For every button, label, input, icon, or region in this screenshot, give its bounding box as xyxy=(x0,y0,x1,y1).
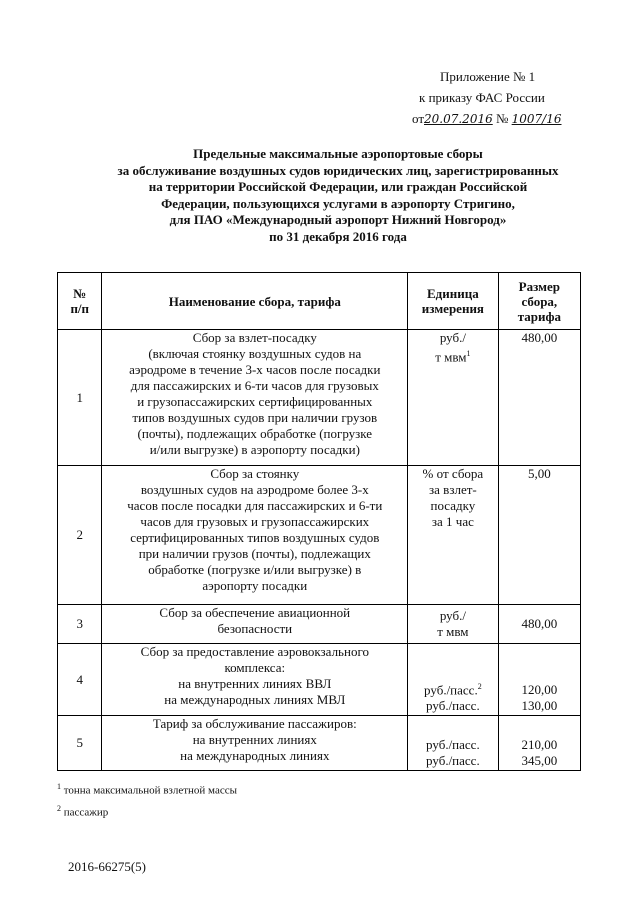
row-value: 5,00 xyxy=(498,466,580,605)
row-value: 120,00 130,00 xyxy=(498,644,580,716)
row-num: 2 xyxy=(58,466,102,605)
title-line: на территории Российской Федерации, или граждан Российской xyxy=(148,179,528,194)
table-row xyxy=(58,644,581,716)
row-name: Сбор за обеспечение авиационной безопасности xyxy=(102,605,408,644)
row-num: 3 xyxy=(58,605,102,644)
row-unit: руб./ т мвм$^1$ xyxy=(408,330,499,466)
title-line: за обслуживание воздушных судов юридических лиц, зарегистрированных xyxy=(117,162,559,178)
header-num: № п/п xyxy=(58,273,102,330)
appendix-line2: к приказу ФАС России xyxy=(419,90,545,105)
order-date-prefix: от xyxy=(412,111,425,126)
order-number-label: № xyxy=(495,111,509,126)
table-row xyxy=(58,466,581,605)
document-title xyxy=(70,146,606,245)
row-name: Сбор за взлет-посадку (включая стоянку воздушных судов на аэродроме в течение 3-х часов после посадки для пассажирских и 6-ти часов для грузовых и грузопассажирских сертифицированных типов воздушных судов при наличии грузов (почты), подлежащих обработке (погрузке и/или выгрузке) в аэропорту посадки) xyxy=(102,330,408,466)
header-name: Наименование сбора, тарифа xyxy=(102,273,408,330)
row-value: 480,00 xyxy=(498,330,580,466)
title-line: Предельные максимальные аэропортовые сборы xyxy=(193,146,483,161)
title-line: Федерации, пользующихся услугами в аэропорту Стригино, xyxy=(161,195,515,211)
table-row xyxy=(58,716,581,771)
appendix-line3 xyxy=(412,108,562,130)
fees-table xyxy=(57,272,581,771)
table-row xyxy=(58,330,581,466)
order-date-handwritten: 20.07.2016 xyxy=(424,112,493,126)
header-unit: Единица измерения xyxy=(408,273,499,330)
appendix-header xyxy=(412,66,562,130)
footnote-ref: 1 xyxy=(466,349,471,358)
footnote-2: $^2$ пассажир xyxy=(57,803,109,819)
row-unit: руб./пасс.$^2$ руб./пасс. xyxy=(408,644,499,716)
document-number: 2016-66275(5) xyxy=(68,859,146,874)
footnotes xyxy=(57,778,237,821)
row-num: 5 xyxy=(58,716,102,771)
order-number-handwritten: 1007/16 xyxy=(511,112,562,126)
row-value: 480,00 xyxy=(498,605,580,644)
row-value: 210,00 345,00 xyxy=(498,716,580,771)
row-unit: % от сбора за взлет- посадку за 1 час xyxy=(408,466,499,605)
title-line: по 31 декабря 2016 года xyxy=(269,228,407,244)
footnote-ref: 2 xyxy=(477,681,482,691)
table-header-row xyxy=(58,273,581,330)
row-num: 4 xyxy=(58,644,102,716)
footnote-1: $^1$ тонна максимальной взлетной массы xyxy=(57,782,237,797)
row-unit: руб./пасс. руб./пасс. xyxy=(408,716,499,771)
title-line: для ПАО «Международный аэропорт Нижний Новгород» xyxy=(169,212,507,227)
header-value: Размер сбора, тарифа xyxy=(498,273,580,330)
row-unit: руб./ т мвм xyxy=(408,605,499,644)
row-name: Сбор за стоянку воздушных судов на аэродроме более 3-х часов после посадки для пассажирских и 6-ти часов для грузовых и грузопассажирских сертифицированных типов воздушных судов при наличии грузов (почты), подлежащих обработке (погрузке и/или выгрузке) в аэропорту посадки xyxy=(102,466,408,605)
row-name: Сбор за предоставление аэровокзального комплекса: на внутренних линиях ВВЛ на международных линиях МВЛ xyxy=(102,644,408,716)
row-num: 1 xyxy=(58,330,102,466)
appendix-line1: Приложение № 1 xyxy=(440,69,536,84)
row-name: Тариф за обслуживание пассажиров: на внутренних линиях на международных линиях xyxy=(102,716,408,771)
table-row xyxy=(58,605,581,644)
